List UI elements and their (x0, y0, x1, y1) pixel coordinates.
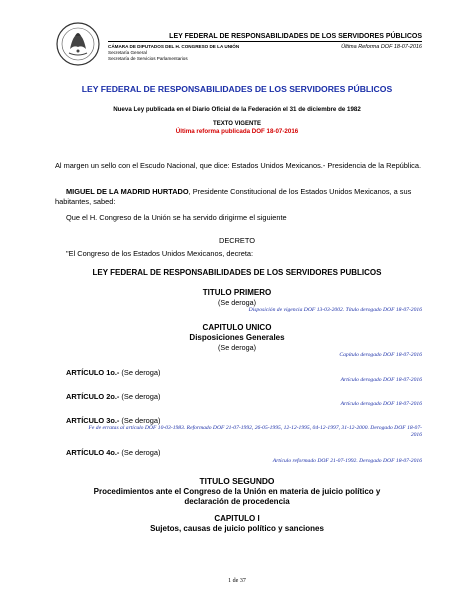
article-2-note: Artículo derogado DOF 18-07-2016 (340, 401, 422, 407)
article-4-label: ARTÍCULO 4o.- (66, 448, 120, 457)
president-name: MIGUEL DE LA MADRID HURTADO (66, 187, 189, 196)
titulo-primero-heading: TITULO PRIMERO (202, 288, 272, 297)
article-1-note: Artículo derogado DOF 18-07-2016 (340, 377, 422, 383)
titulo-primero-note: Disposición de vigencia DOF 13-03-2002. Título derogado DOF 18-07-2016 (248, 307, 422, 313)
article-4-status: (Se deroga) (119, 448, 161, 457)
capitulo-unico-status: (Se deroga) (218, 343, 256, 352)
texto-vigente-label: TEXTO VIGENTE (213, 121, 261, 127)
president-paragraph-rest: , Presidente Constitucional de los Estados Unidos Mexicanos, a sus habitantes, sabed: (55, 187, 412, 206)
article-2-label: ARTÍCULO 2o.- (66, 392, 120, 401)
header-last-reform: Última Reforma DOF 18-07-2016 (341, 44, 422, 50)
header-secretaria-general: Secretaría General (108, 50, 147, 55)
mexican-coat-of-arms-seal (55, 21, 101, 67)
header-divider (108, 41, 422, 42)
capitulo-i-subheading: Sujetos, causas de juicio político y sanciones (150, 524, 324, 533)
header-title: LEY FEDERAL DE RESPONSABILIDADES DE LOS SERVIDORES PÚBLICOS (169, 33, 422, 40)
titulo-primero-status: (Se deroga) (218, 298, 256, 307)
capitulo-unico-heading: CAPITULO UNICO (202, 323, 272, 332)
document-title: LEY FEDERAL DE RESPONSABILIDADES DE LOS SERVIDORES PÚBLICOS (81, 84, 393, 94)
header-chamber-name: CÁMARA DE DIPUTADOS DEL H. CONGRESO DE LA UNIÓN (108, 44, 240, 49)
law-subtitle: LEY FEDERAL DE RESPONSABILIDADES DE LOS SERVIDORES PUBLICOS (92, 268, 382, 277)
article-4 (66, 448, 160, 457)
capitulo-i-heading: CAPITULO I (214, 514, 260, 523)
president-paragraph (55, 187, 422, 207)
congress-paragraph: Que el H. Congreso de la Unión se ha servido dirigirme el siguiente (66, 213, 287, 222)
last-reform-line: Última reforma publicada DOF 18-07-2016 (175, 128, 299, 135)
titulo-segundo-subheading: Procedimientos ante el Congreso de la Unión en materia de juicio político y declaración de procedencia (93, 487, 381, 506)
article-1-label: ARTÍCULO 1o.- (66, 368, 120, 377)
article-4-note: Artículo reformado DOF 21-07-1992. Derogado DOF 18-07-2016 (272, 458, 422, 464)
capitulo-unico-subheading: Disposiciones Generales (189, 333, 285, 342)
decree-opening: "El Congreso de los Estados Unidos Mexicanos, decreta: (66, 249, 254, 258)
publication-line: Nueva Ley publicada en el Diario Oficial de la Federación el 31 de diciembre de 1982 (113, 106, 361, 113)
article-1 (66, 368, 160, 377)
header-secretaria-servicios: Secretaría de Servicios Parlamentarios (108, 56, 188, 61)
seal-paragraph: Al margen un sello con el Escudo Nacional, que dice: Estados Unidos Mexicanos.- Presidencia de la República. (55, 161, 422, 170)
article-3-label: ARTÍCULO 3o.- (66, 416, 120, 425)
capitulo-unico-note: Capítulo derogado DOF 18-07-2016 (339, 352, 422, 358)
article-1-status: (Se deroga) (119, 368, 161, 377)
header-chamber-info (108, 44, 239, 62)
article-2 (66, 392, 160, 401)
article-3-status: (Se deroga) (119, 416, 161, 425)
titulo-segundo-heading: TITULO SEGUNDO (199, 476, 275, 486)
article-3 (66, 416, 160, 425)
article-3-note: Fe de erratas al artículo DOF 10-03-1983. Reformado DOF 21-07-1992, 26-05-1995, 12-12-1995, 04-12-1997, 31-12-2000. Derogado DOF 18-07-2016 (88, 425, 422, 438)
page-number: 1 de 37 (228, 578, 246, 584)
article-2-status: (Se deroga) (119, 392, 161, 401)
decreto-heading: DECRETO (218, 236, 255, 245)
